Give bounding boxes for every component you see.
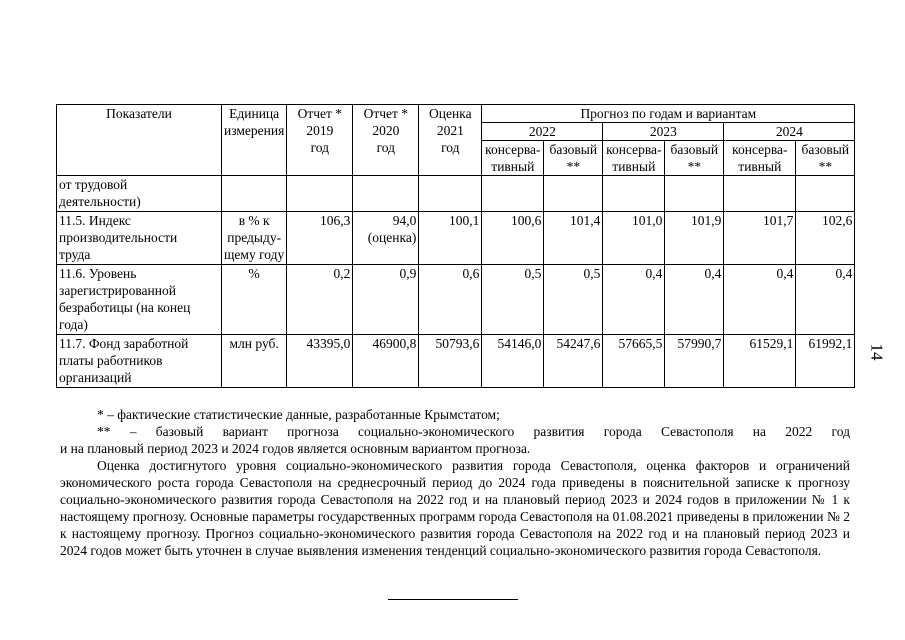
variant-label-line1: консерва- xyxy=(606,142,662,157)
section-divider xyxy=(388,599,518,600)
value-2022-conservative: 54146,0 xyxy=(482,335,544,388)
value-2022-conservative: 0,5 xyxy=(482,265,544,335)
header-year-2022: 2022 xyxy=(482,123,603,141)
value-cell xyxy=(287,176,353,212)
page-number: 14 xyxy=(867,343,887,361)
footnote-base-variant-line2: и на плановый период 2023 и 2024 годов является основным вариантом прогноза. xyxy=(60,441,531,456)
value-cell xyxy=(419,176,482,212)
value-2019: 106,3 xyxy=(287,212,353,265)
indicator-line: 11.7. Фонд заработной xyxy=(59,336,189,351)
indicator-line: платы работников xyxy=(59,353,163,368)
indicator-line: организаций xyxy=(59,370,132,385)
indicator-line: деятельности) xyxy=(59,194,141,209)
value-2021: 50793,6 xyxy=(419,335,482,388)
header-variant-base xyxy=(544,141,603,176)
unit-line: щему году xyxy=(224,247,285,262)
header-year-2023: 2023 xyxy=(603,123,724,141)
value-2019: 43395,0 xyxy=(287,335,353,388)
value-2020 xyxy=(353,212,419,265)
header-row-1 xyxy=(57,105,855,123)
row-unit: млн руб. xyxy=(222,335,287,388)
header-unit xyxy=(222,105,287,176)
header-estimate-2021 xyxy=(419,105,482,176)
value-2024-base: 102,6 xyxy=(796,212,855,265)
value-cell xyxy=(544,176,603,212)
value-2023-base: 57990,7 xyxy=(665,335,724,388)
value-cell xyxy=(724,176,796,212)
table-row xyxy=(57,265,855,335)
header-forecast-title: Прогноз по годам и вариантам xyxy=(482,105,855,123)
header-report-2019-line2: 2019 xyxy=(306,123,334,138)
variant-label-line2: ** xyxy=(566,159,581,174)
header-estimate-line3: год xyxy=(441,140,460,155)
value-2022-base: 0,5 xyxy=(544,265,603,335)
header-variant-base xyxy=(665,141,724,176)
header-report-2020-line1: Отчет * xyxy=(363,106,409,121)
value-2023-conservative: 101,0 xyxy=(603,212,665,265)
variant-label-line2: тивный xyxy=(612,159,656,174)
body-paragraph: Оценка достигнутого уровня социально-экономического развития города Севастополя, оценка факторов и ограничений экономического роста города Севастополя на среднесрочный период до 2024 года приведены в пояснительной записке к прогнозу социально-экономического развития города Севастополя на 2022 год и на плановый период 2023 и 2024 годов в приложении № 1 к настоящему прогнозу. Основные параметры государственных программ города Севастополя на 01.08.2021 приведены в приложении № 2 к настоящему прогнозу. Прогноз социально-экономического развития города Севастополя на 2022 год и на плановый период 2023 и 2024 годов может быть уточнен в случае выявления изменения тенденций социально-экономического развития города Севастополя. xyxy=(60,458,850,558)
value-2020-number: 94,0 xyxy=(392,213,417,228)
variant-label-line2: тивный xyxy=(491,159,535,174)
variant-label-line2: ** xyxy=(818,159,833,174)
header-report-2019-line3: год xyxy=(310,140,330,155)
header-unit-line2: измерения xyxy=(224,123,285,138)
value-2023-base: 0,4 xyxy=(665,265,724,335)
indicator-line: зарегистрированной xyxy=(59,283,176,298)
value-2024-base: 0,4 xyxy=(796,265,855,335)
header-indicators: Показатели xyxy=(57,105,222,176)
table-row xyxy=(57,176,855,212)
value-2023-conservative: 57665,5 xyxy=(603,335,665,388)
header-variant-conservative xyxy=(482,141,544,176)
value-2020-note: (оценка) xyxy=(367,230,417,245)
value-2024-conservative: 101,7 xyxy=(724,212,796,265)
indicator-line: производительности xyxy=(59,230,178,245)
value-cell xyxy=(482,176,544,212)
value-2020: 46900,8 xyxy=(353,335,419,388)
value-2022-conservative: 100,6 xyxy=(482,212,544,265)
value-2023-conservative: 0,4 xyxy=(603,265,665,335)
value-2023-base: 101,9 xyxy=(665,212,724,265)
variant-label-line1: базовый xyxy=(549,142,598,157)
header-report-2020-line3: год xyxy=(376,140,396,155)
footnote-actual-data: * – фактические статистические данные, разработанные Крымстатом; xyxy=(97,407,500,422)
header-unit-line1: Единица xyxy=(229,106,280,121)
header-report-2020 xyxy=(353,105,419,176)
header-estimate-line2: 2021 xyxy=(436,123,464,138)
value-2021: 0,6 xyxy=(419,265,482,335)
header-year-2024: 2024 xyxy=(724,123,855,141)
table-row xyxy=(57,212,855,265)
value-2024-base: 61992,1 xyxy=(796,335,855,388)
value-2022-base: 54247,6 xyxy=(544,335,603,388)
header-report-2020-line2: 2020 xyxy=(372,123,400,138)
value-2020: 0,9 xyxy=(353,265,419,335)
header-report-2019 xyxy=(287,105,353,176)
variant-label-line2: тивный xyxy=(738,159,782,174)
indicator-line: года) xyxy=(59,317,88,332)
value-cell xyxy=(353,176,419,212)
unit-line: в % к xyxy=(238,213,270,228)
unit-line: предыду- xyxy=(227,230,282,245)
row-unit xyxy=(222,176,287,212)
variant-label-line2: ** xyxy=(687,159,702,174)
header-estimate-line1: Оценка xyxy=(429,106,472,121)
row-unit: % xyxy=(222,265,287,335)
row-indicator xyxy=(57,335,222,388)
value-cell xyxy=(603,176,665,212)
value-2024-conservative: 0,4 xyxy=(724,265,796,335)
row-unit xyxy=(222,212,287,265)
header-report-2019-line1: Отчет * xyxy=(297,106,343,121)
notes-block xyxy=(60,406,850,559)
indicator-line: труда xyxy=(59,247,91,262)
variant-label-line1: базовый xyxy=(801,142,850,157)
value-2024-conservative: 61529,1 xyxy=(724,335,796,388)
footnote-base-variant-line1: ** – базовый вариант прогноза социально-экономического развития города Севастополя на 2022 год xyxy=(97,424,850,439)
variant-label-line1: базовый xyxy=(670,142,719,157)
indicator-line: от трудовой xyxy=(59,177,128,192)
indicator-line: 11.5. Индекс xyxy=(59,213,131,228)
indicator-line: 11.6. Уровень xyxy=(59,266,137,281)
forecast-table xyxy=(56,104,855,388)
value-2019: 0,2 xyxy=(287,265,353,335)
value-2021: 100,1 xyxy=(419,212,482,265)
row-indicator xyxy=(57,212,222,265)
header-variant-conservative xyxy=(724,141,796,176)
header-variant-base xyxy=(796,141,855,176)
row-indicator xyxy=(57,265,222,335)
variant-label-line1: консерва- xyxy=(485,142,541,157)
variant-label-line1: консерва- xyxy=(732,142,788,157)
header-variant-conservative xyxy=(603,141,665,176)
row-indicator xyxy=(57,176,222,212)
value-cell xyxy=(796,176,855,212)
value-cell xyxy=(665,176,724,212)
indicator-line: безработицы (на конец xyxy=(59,300,191,315)
value-2022-base: 101,4 xyxy=(544,212,603,265)
table-row xyxy=(57,335,855,388)
